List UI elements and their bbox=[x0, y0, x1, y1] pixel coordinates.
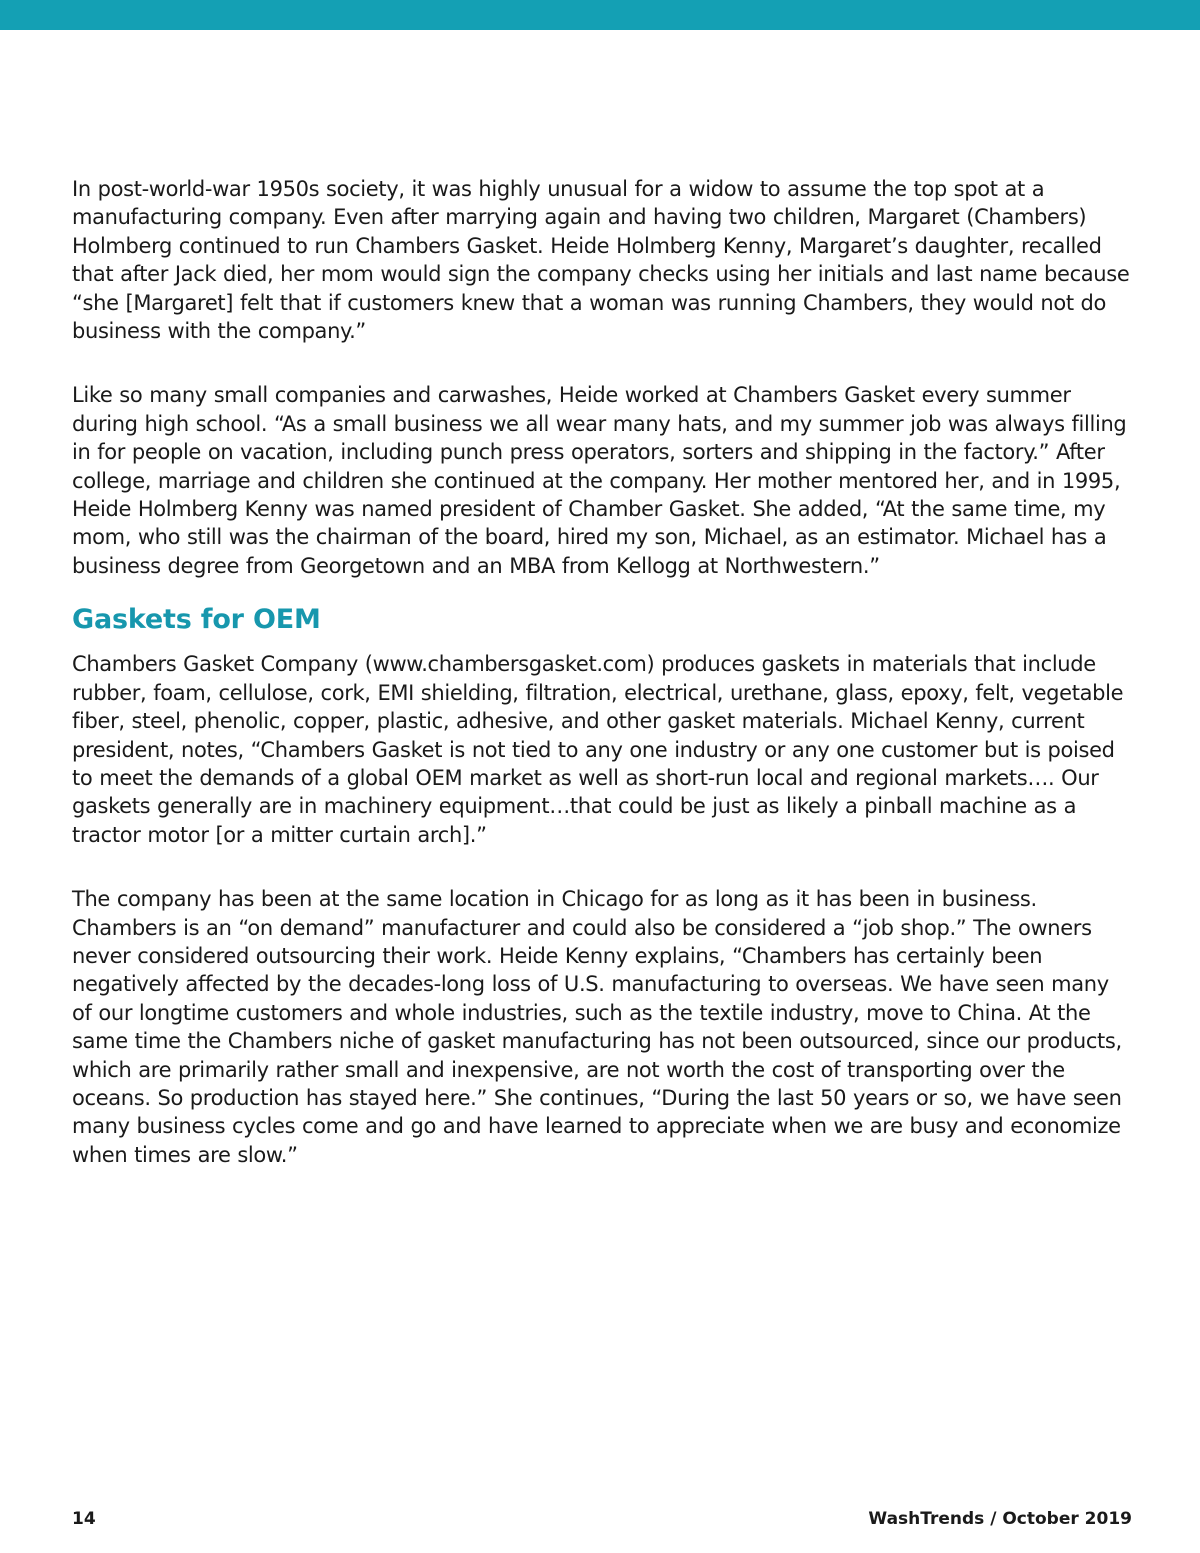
top-accent-bar bbox=[0, 0, 1200, 30]
paragraph-spacer bbox=[72, 345, 1132, 381]
paragraph-spacer bbox=[72, 849, 1132, 885]
article-paragraph: In post-world-war 1950s society, it was highly unusual for a widow to assume the top spot at a manufacturing company. Even after marrying again and having two children, Margaret (Chambers) Holmberg continued to run Chambers Gasket. Heide Holmberg Kenny, Margaret’s daughter, recalled that after Jack died, her mom would sign the company checks using her initials and last name because “she [Margaret] felt that if customers knew that a woman was running Chambers, they would not do business with the company.” bbox=[72, 177, 1130, 344]
page-number: 14 bbox=[72, 1509, 96, 1529]
publication-info: WashTrends / October 2019 bbox=[868, 1509, 1132, 1529]
article-paragraph: Like so many small companies and carwashes, Heide worked at Chambers Gasket every summer during high school. “As a small business we all wear many hats, and my summer job was always filling in for people on vacation, including punch press operators, sorters and shipping in the factory.” After college, marriage and children she continued at the company. Her mother mentored her, and in 1995, Heide Holmberg Kenny was named president of Chamber Gasket. She added, “At the same time, my mom, who still was the chairman of the board, hired my son, Michael, as an estimator. Michael has a business degree from Georgetown and an MBA from Kellogg at Northwestern.” bbox=[72, 383, 1127, 578]
page-footer bbox=[72, 1507, 1132, 1531]
article-paragraph: Chambers Gasket Company (www.chambersgasket.com) produces gaskets in materials that include rubber, foam, cellulose, cork, EMI shielding, filtration, electrical, urethane, glass, epoxy, felt, vegetable fiber, steel, phenolic, copper, plastic, adhesive, and other gasket materials. Michael Kenny, current president, notes, “Chambers Gasket is not tied to any one industry or any one customer but is poised to meet the demands of a global OEM market as well as short-run local and regional markets…. Our gaskets generally are in machinery equipment…that could be just as likely a pinball machine as a tractor motor [or a mitter curtain arch].” bbox=[72, 652, 1124, 847]
section-heading: Gaskets for OEM bbox=[72, 604, 321, 636]
article-paragraph: The company has been at the same location in Chicago for as long as it has been in business. Chambers is an “on demand” manufacturer and could also be considered a “job shop.” The owners never considered outsourcing their work. Heide Kenny explains, “Chambers has certainly been negatively affected by the decades-long loss of U.S. manufacturing to overseas. We have seen many of our longtime customers and whole industries, such as the textile industry, move to China. At the same time the Chambers niche of gasket manufacturing has not been outsourced, since our products, which are primarily rather small and inexpensive, are not worth the cost of transporting over the oceans. So production has stayed here.” She continues, “During the last 50 years or so, we have seen many business cycles come and go and have learned to appreciate when we are busy and economize when times are slow.” bbox=[72, 887, 1122, 1167]
article-body bbox=[72, 175, 1132, 1169]
